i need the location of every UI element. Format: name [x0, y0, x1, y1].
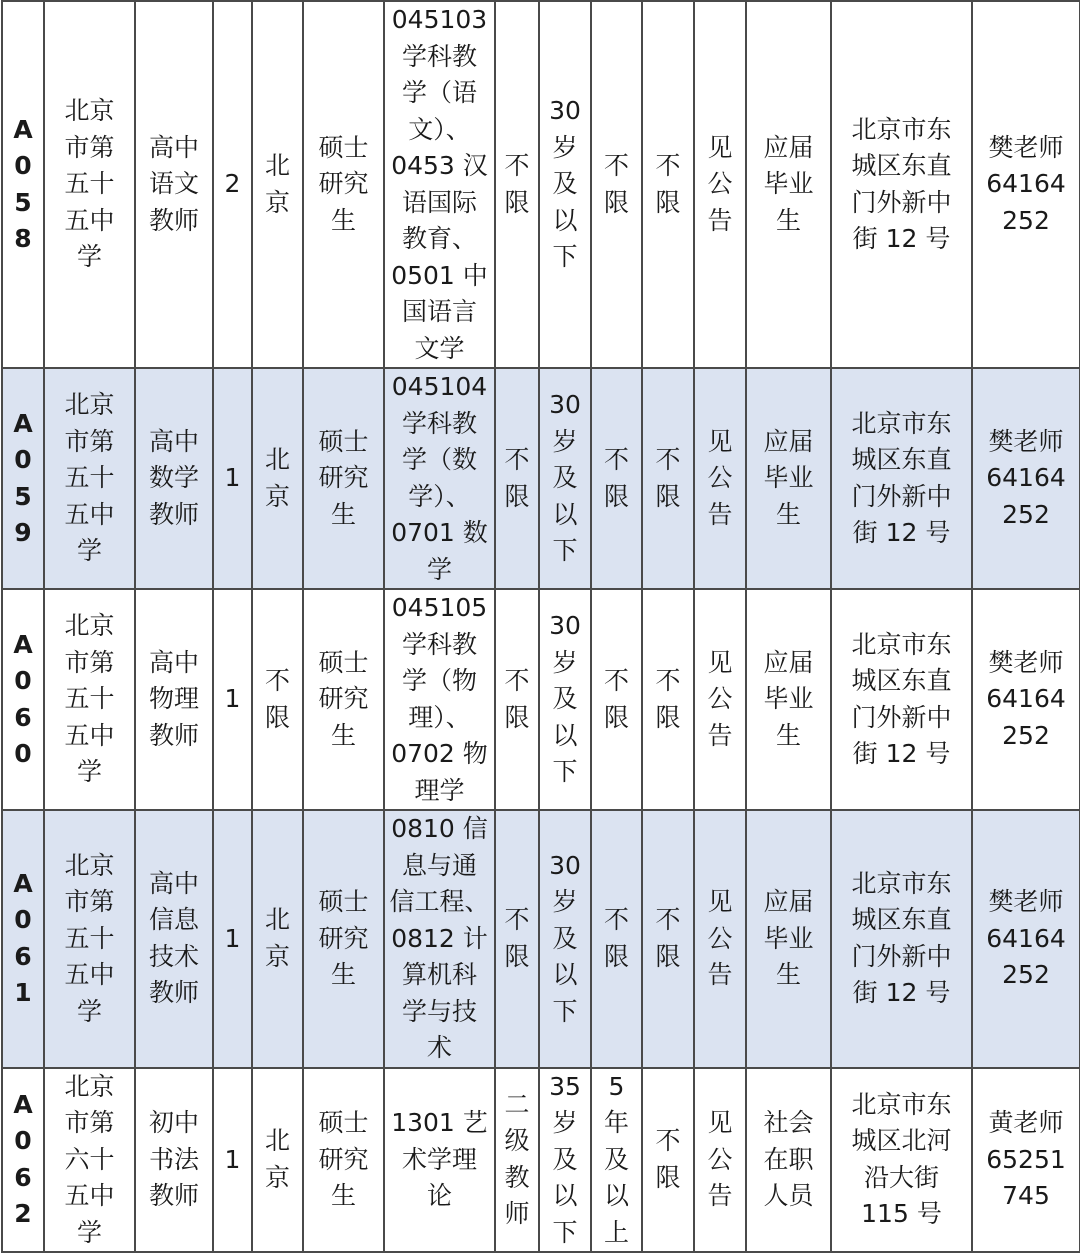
employer-cell: 北京 市第 五十 五中 学 [44, 810, 135, 1068]
age-cell: 30 岁 及 以 下 [539, 589, 591, 810]
candidate-source-cell: 应届 毕业 生 [746, 368, 831, 589]
address-cell: 北京市东 城区东直 门外新中 街 12 号 [831, 1, 972, 368]
title-requirement-cell: 不 限 [495, 368, 539, 589]
position-name-cell: 高中 信息 技术 教师 [135, 810, 213, 1068]
education-cell: 硕士 研究 生 [303, 368, 384, 589]
address-cell: 北京市东 城区北河 沿大街 115 号 [831, 1068, 972, 1253]
age-cell: 30 岁 及 以 下 [539, 368, 591, 589]
candidate-source-cell: 应届 毕业 生 [746, 810, 831, 1068]
other-requirement-cell: 见 公 告 [694, 1, 746, 368]
other-requirement-cell: 见 公 告 [694, 810, 746, 1068]
title-requirement-cell: 不 限 [495, 810, 539, 1068]
hire-count-cell: 1 [213, 1068, 252, 1253]
table-row [2, 589, 1080, 810]
position-code: A 0 6 0 [2, 589, 44, 810]
position-code: A 0 6 1 [2, 810, 44, 1068]
major-cell: 1301 艺 术学理 论 [384, 1068, 495, 1253]
experience-cell: 5 年 及 以 上 [591, 1068, 642, 1253]
politics-cell: 不 限 [642, 810, 694, 1068]
table-row [2, 368, 1080, 589]
experience-cell: 不 限 [591, 810, 642, 1068]
hire-count-cell: 1 [213, 810, 252, 1068]
table-row [2, 1, 1080, 368]
position-name-cell: 初中 书法 教师 [135, 1068, 213, 1253]
employer-cell: 北京 市第 六十 五中 学 [44, 1068, 135, 1253]
major-cell: 045103 学科教 学（语 文）、 0453 汉 语国际 教育、 0501 中 国语言 文学 [384, 1, 495, 368]
candidate-source-cell: 应届 毕业 生 [746, 1, 831, 368]
address-cell: 北京市东 城区东直 门外新中 街 12 号 [831, 368, 972, 589]
contact-cell: 樊老师 64164 252 [972, 810, 1080, 1068]
position-name-cell: 高中 语文 教师 [135, 1, 213, 368]
address-cell: 北京市东 城区东直 门外新中 街 12 号 [831, 589, 972, 810]
education-cell: 硕士 研究 生 [303, 810, 384, 1068]
contact-cell: 樊老师 64164 252 [972, 368, 1080, 589]
politics-cell: 不 限 [642, 1, 694, 368]
hire-count-cell: 1 [213, 589, 252, 810]
experience-cell: 不 限 [591, 368, 642, 589]
politics-cell: 不 限 [642, 368, 694, 589]
other-requirement-cell: 见 公 告 [694, 368, 746, 589]
candidate-source-cell: 应届 毕业 生 [746, 589, 831, 810]
major-cell: 045104 学科教 学（数 学）、 0701 数 学 [384, 368, 495, 589]
title-requirement-cell: 二 级 教 师 [495, 1068, 539, 1253]
candidate-source-cell: 社会 在职 人员 [746, 1068, 831, 1253]
contact-cell: 樊老师 64164 252 [972, 1, 1080, 368]
position-name-cell: 高中 物理 教师 [135, 589, 213, 810]
hukou-cell: 不 限 [252, 589, 303, 810]
table-row [2, 810, 1080, 1068]
title-requirement-cell: 不 限 [495, 589, 539, 810]
position-code: A 0 5 8 [2, 1, 44, 368]
other-requirement-cell: 见 公 告 [694, 589, 746, 810]
position-code: A 0 6 2 [2, 1068, 44, 1253]
employer-cell: 北京 市第 五十 五中 学 [44, 368, 135, 589]
table-row [2, 1068, 1080, 1253]
hukou-cell: 北 京 [252, 1, 303, 368]
age-cell: 30 岁 及 以 下 [539, 1, 591, 368]
politics-cell: 不 限 [642, 1068, 694, 1253]
education-cell: 硕士 研究 生 [303, 1068, 384, 1253]
hire-count-cell: 1 [213, 368, 252, 589]
experience-cell: 不 限 [591, 1, 642, 368]
contact-cell: 黄老师 65251 745 [972, 1068, 1080, 1253]
position-code: A 0 5 9 [2, 368, 44, 589]
age-cell: 35 岁 及 以 下 [539, 1068, 591, 1253]
major-cell: 0810 信 息与通 信工程、 0812 计 算机科 学与技 术 [384, 810, 495, 1068]
position-name-cell: 高中 数学 教师 [135, 368, 213, 589]
major-cell: 045105 学科教 学（物 理）、 0702 物 理学 [384, 589, 495, 810]
experience-cell: 不 限 [591, 589, 642, 810]
age-cell: 30 岁 及 以 下 [539, 810, 591, 1068]
hukou-cell: 北 京 [252, 810, 303, 1068]
title-requirement-cell: 不 限 [495, 1, 539, 368]
hukou-cell: 北 京 [252, 1068, 303, 1253]
education-cell: 硕士 研究 生 [303, 589, 384, 810]
employer-cell: 北京 市第 五十 五中 学 [44, 1, 135, 368]
contact-cell: 樊老师 64164 252 [972, 589, 1080, 810]
address-cell: 北京市东 城区东直 门外新中 街 12 号 [831, 810, 972, 1068]
employer-cell: 北京 市第 五十 五中 学 [44, 589, 135, 810]
politics-cell: 不 限 [642, 589, 694, 810]
recruitment-table [1, 0, 1080, 1253]
hire-count-cell: 2 [213, 1, 252, 368]
education-cell: 硕士 研究 生 [303, 1, 384, 368]
hukou-cell: 北 京 [252, 368, 303, 589]
other-requirement-cell: 见 公 告 [694, 1068, 746, 1253]
